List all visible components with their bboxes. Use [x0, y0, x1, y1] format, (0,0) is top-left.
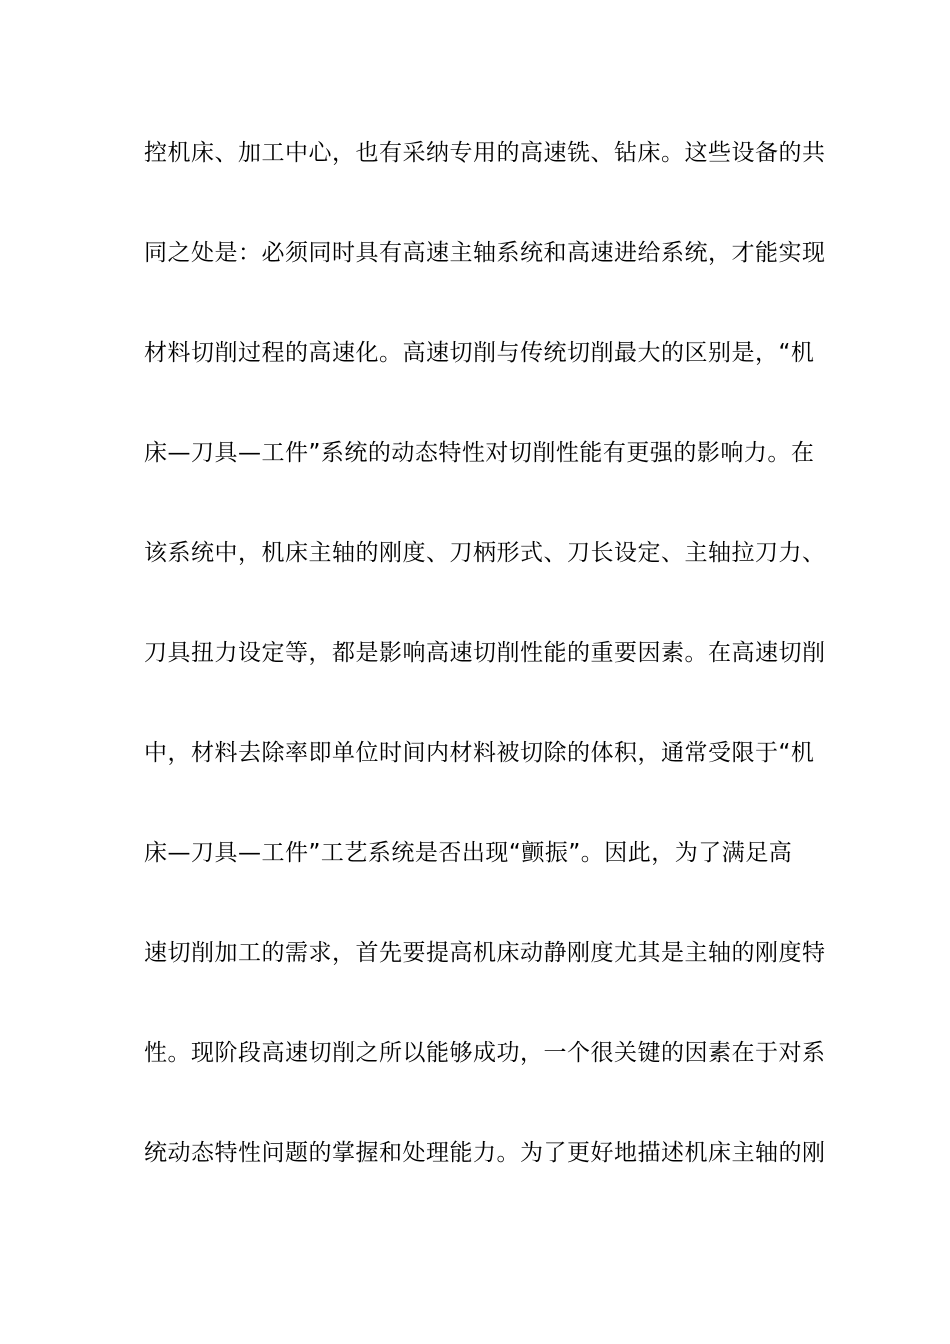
text-line: 中，材料去除率即单位时间内材料被切除的体积，通常受限于“机: [144, 740, 815, 766]
text-line: 同之处是：必须同时具有高速主轴系统和高速进给系统，才能实现: [144, 240, 826, 266]
text-line: 床—刀具—工件”工艺系统是否出现“颤振”。因此，为了满足高: [144, 840, 793, 866]
text-line: 床—刀具—工件”系统的动态特性对切削性能有更强的影响力。在: [144, 440, 815, 466]
text-line: 控机床、加工中心，也有采纳专用的高速铣、钻床。这些设备的共: [144, 140, 826, 166]
body-text: [144, 128, 826, 1228]
text-line: 速切削加工的需求，首先要提高机床动静刚度尤其是主轴的刚度特: [144, 940, 826, 966]
text-line: 材料切削过程的高速化。高速切削与传统切削最大的区别是，“机: [144, 340, 815, 366]
text-line: 刀具扭力设定等，都是影响高速切削性能的重要因素。在高速切削: [144, 640, 826, 666]
text-line: 性。现阶段高速切削之所以能够成功，一个很关键的因素在于对系: [144, 1040, 826, 1066]
text-line: 统动态特性问题的掌握和处理能力。为了更好地描述机床主轴的刚: [144, 1140, 826, 1166]
text-line: 该系统中，机床主轴的刚度、刀柄形式、刀长设定、主轴拉刀力、: [144, 540, 826, 566]
